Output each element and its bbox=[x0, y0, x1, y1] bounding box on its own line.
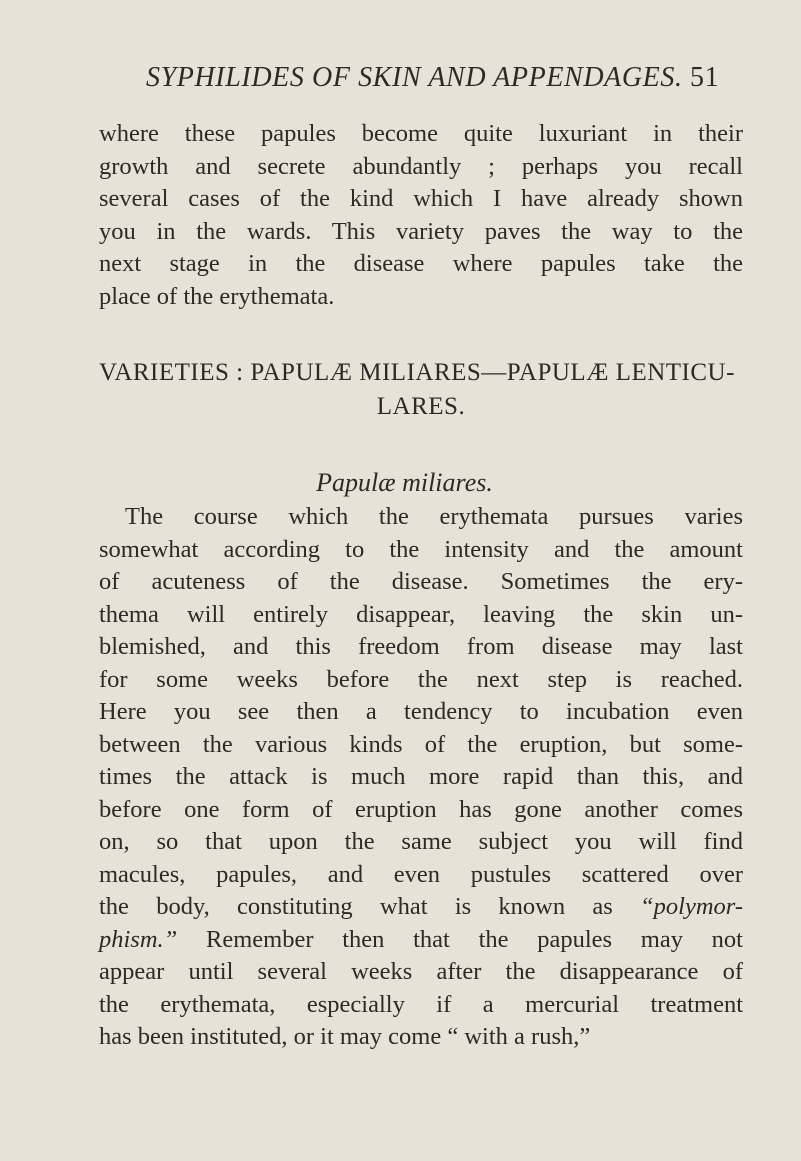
text-line bbox=[99, 891, 743, 924]
italic-term: “polymor- bbox=[640, 893, 743, 920]
text-line: macules, papules, and even pustules scattered over bbox=[99, 860, 743, 888]
page-number: 51 bbox=[690, 62, 720, 93]
section-heading-line-2: LARES. bbox=[376, 393, 466, 420]
text-segment: the body, constituting what is known as bbox=[99, 893, 641, 920]
running-head bbox=[146, 62, 746, 94]
text-line: for some weeks before the next step is reached. bbox=[99, 665, 743, 693]
text-line: Here you see then a tendency to incubation even bbox=[99, 698, 743, 725]
text-line: between the various kinds of the eruption, but some- bbox=[99, 730, 743, 758]
paragraph-2 bbox=[99, 501, 743, 1054]
text-line: before one form of eruption has gone another comes bbox=[99, 795, 743, 823]
text-line: thema will entirely disappear, leaving the skin un- bbox=[99, 600, 743, 628]
text-line: The course which the erythemata pursues varies bbox=[125, 503, 743, 530]
text-line: has been instituted, or it may come “ with a rush,” bbox=[99, 1023, 591, 1050]
text-line: on, so that upon the same subject you will find bbox=[99, 828, 743, 855]
text-line: the erythemata, especially if a mercurial treatment bbox=[99, 990, 743, 1018]
running-head-title: SYPHILIDES OF SKIN AND APPENDAGES. bbox=[146, 62, 683, 93]
italic-term: phism.” bbox=[99, 925, 178, 953]
text-line: next stage in the disease where papules take the bbox=[99, 250, 743, 277]
text-line: of acuteness of the disease. Sometimes the ery- bbox=[99, 568, 743, 595]
text-line: blemished, and this freedom from disease may last bbox=[99, 633, 743, 660]
text-line: place of the erythemata. bbox=[99, 282, 335, 310]
text-line: several cases of the kind which I have already shown bbox=[99, 185, 743, 212]
paragraph-1 bbox=[99, 118, 743, 313]
text-line: you in the wards. This variety paves the way to the bbox=[99, 217, 743, 245]
section-heading-line-1: VARIETIES : PAPULÆ MILIARES—PAPULÆ LENTICU- bbox=[99, 359, 735, 386]
text-line: times the attack is much more rapid than this, and bbox=[99, 763, 743, 790]
text-line bbox=[99, 924, 743, 957]
text-line: appear until several weeks after the disappearance of bbox=[99, 958, 743, 985]
text-line: somewhat according to the intensity and the amount bbox=[99, 535, 743, 563]
text-line: growth and secrete abundantly ; perhaps you recall bbox=[99, 152, 743, 180]
text-line: where these papules become quite luxuriant in their bbox=[99, 120, 743, 147]
section-heading bbox=[99, 356, 743, 424]
text-segment: Remember then that the papules may not bbox=[177, 925, 743, 953]
subheading: Papulæ miliares. bbox=[316, 468, 493, 497]
